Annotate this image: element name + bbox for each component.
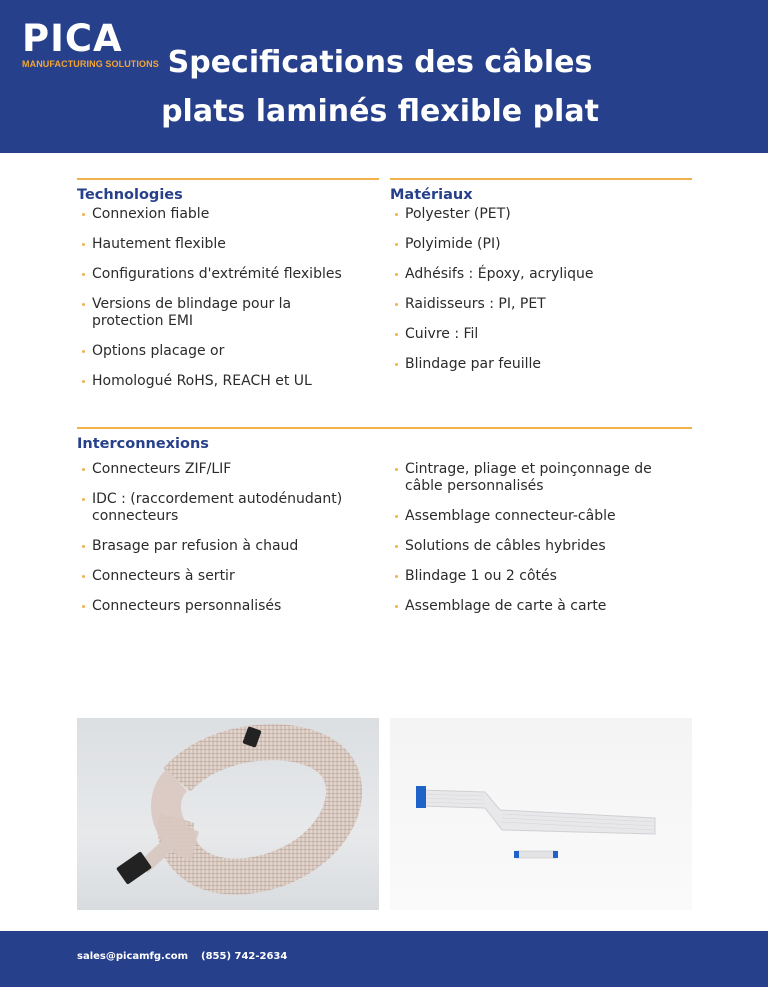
materiaux-list xyxy=(394,206,692,373)
list-item-text: Assemblage connecteur-câble xyxy=(405,508,616,524)
list-item-text: Cuivre : Fil xyxy=(405,326,479,342)
list-item-text: Configurations d'extrémité flexibles xyxy=(92,266,342,282)
list-item-text: Assemblage de carte à carte xyxy=(405,598,607,614)
interconnexions-right-list xyxy=(394,461,692,615)
list-item xyxy=(394,206,692,223)
list-item xyxy=(394,356,692,373)
list-item-text: Brasage par refusion à chaud xyxy=(92,538,299,554)
list-item-text: Blindage 1 ou 2 côtés xyxy=(405,568,557,584)
section-divider xyxy=(77,427,692,429)
footer-email-link[interactable]: sales@picamfg.com xyxy=(77,951,189,962)
list-item xyxy=(81,373,379,390)
interconnexions-section xyxy=(77,427,692,455)
list-item-text: Polyester (PET) xyxy=(405,206,511,222)
list-item xyxy=(81,236,379,253)
coiled-cable-illustration xyxy=(77,718,379,910)
section-divider xyxy=(390,178,692,180)
interconnexions-heading: Interconnexions xyxy=(77,436,209,452)
list-item xyxy=(81,461,379,478)
header-banner xyxy=(0,0,768,153)
list-item xyxy=(394,266,692,283)
list-item xyxy=(81,343,379,360)
interconnexions-left-list xyxy=(81,461,379,615)
interconnexions-left-column xyxy=(77,461,379,615)
list-item xyxy=(394,296,692,313)
list-item xyxy=(81,538,379,555)
list-item-text: Homologué RoHS, REACH et UL xyxy=(92,373,312,389)
list-item xyxy=(81,491,379,525)
list-item xyxy=(394,538,692,555)
list-item-text: Hautement flexible xyxy=(92,236,226,252)
logo-tagline: MANUFACTURING SOLUTIONS xyxy=(22,59,159,69)
list-item-text: Connecteurs ZIF/LIF xyxy=(92,461,232,477)
list-item xyxy=(394,461,692,495)
list-item xyxy=(394,236,692,253)
list-item-text: Solutions de câbles hybrides xyxy=(405,538,606,554)
list-item xyxy=(394,568,692,585)
list-item xyxy=(81,568,379,585)
list-item-text: Connecteurs à sertir xyxy=(92,568,235,584)
list-item-text: Cintrage, pliage et poinçonnage de xyxy=(405,461,652,477)
list-item xyxy=(81,598,379,615)
list-item-text: Connecteurs personnalisés xyxy=(92,598,282,614)
list-item-text: Adhésifs : Époxy, acrylique xyxy=(405,266,594,282)
list-item-text: Raidisseurs : PI, PET xyxy=(405,296,546,312)
materiaux-heading: Matériaux xyxy=(390,187,473,203)
technologies-list xyxy=(81,206,379,390)
list-item-text: Polyimide (PI) xyxy=(405,236,501,252)
list-item-text: câble personnalisés xyxy=(405,478,544,494)
technologies-heading: Technologies xyxy=(77,187,183,203)
footer-bar xyxy=(0,931,768,987)
list-item xyxy=(394,508,692,525)
list-item-text: protection EMI xyxy=(92,313,194,329)
list-item-text: Connexion fiable xyxy=(92,206,210,222)
technologies-section xyxy=(77,178,379,390)
list-item-text: connecteurs xyxy=(92,508,179,524)
list-item-text: IDC : (raccordement autodénudant) xyxy=(92,491,343,507)
coiled-ribbon-cable-photo xyxy=(77,718,379,910)
interconnexions-right-column xyxy=(390,461,692,615)
list-item-text: Options placage or xyxy=(92,343,225,359)
list-item xyxy=(394,598,692,615)
list-item-text: Blindage par feuille xyxy=(405,356,542,372)
footer-phone: (855) 742-2634 xyxy=(201,951,288,962)
flat-cable-illustration xyxy=(390,718,692,910)
flat-flex-cable-photo xyxy=(390,718,692,910)
materiaux-section xyxy=(390,178,692,373)
page-title-line-2: plats laminés flexible plat xyxy=(161,94,599,129)
list-item-text: Versions de blindage pour la xyxy=(92,296,292,312)
section-divider xyxy=(77,178,379,180)
page-title-line-1: Specifications des câbles xyxy=(167,45,593,80)
list-item xyxy=(81,206,379,223)
list-item xyxy=(81,296,379,330)
list-item xyxy=(81,266,379,283)
list-item xyxy=(394,326,692,343)
logo-wordmark: PICA xyxy=(22,17,123,60)
pica-logo xyxy=(22,17,159,69)
